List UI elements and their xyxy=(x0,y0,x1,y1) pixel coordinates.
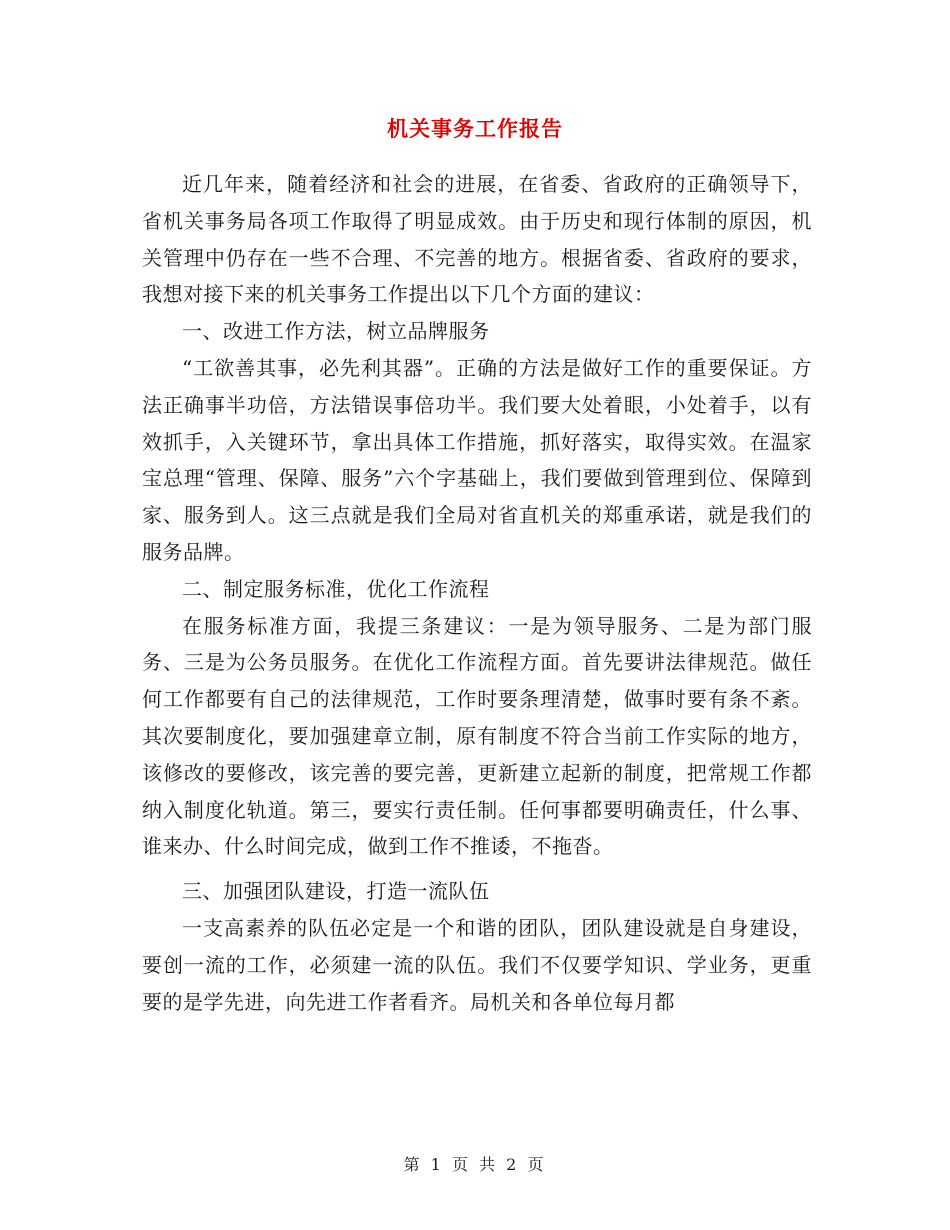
paragraph-intro: 近几年来，随着经济和社会的进展，在省委、省政府的正确领导下，省机关事务局各项工作取得了明显成效。由于历史和现行体制的原因，机关管理中仍存在一些不合理、不完善的地方。根据省委、省政府的要求，我想对接下来的机关事务工作提出以下几个方面的建议： xyxy=(142,172,812,307)
section-heading-1: 一、改进工作方法，树立品牌服务 xyxy=(182,319,490,344)
section-heading-2: 二、制定服务标准，优化工作流程 xyxy=(182,576,490,601)
section-heading-3: 三、加强团队建设，打造一流队伍 xyxy=(182,879,490,904)
document-body xyxy=(142,166,812,1020)
paragraph-section-3: 一支高素养的队伍必定是一个和谐的团队，团队建设就是自身建设，要创一流的工作，必须建一流的队伍。我们不仅要学知识、学业务，更重要的是学先进，向先进工作者看齐。局机关和各单位每月都 xyxy=(142,915,812,1014)
paragraph-section-2: 在服务标准方面，我提三条建议：一是为领导服务、二是为部门服务、三是为公务员服务。在优化工作流程方面。首先要讲法律规范。做任何工作都要有自己的法律规范，工作时要条理清楚，做事时要有条不紊。其次要制度化，要加强建章立制，原有制度不符合当前工作实际的地方，该修改的要修改，该完善的要完善，更新建立起新的制度，把常规工作都纳入制度化轨道。第三，要实行责任制。任何事都要明确责任，什么事、谁来办、什么时间完成，做到工作不推诿，不拖沓。 xyxy=(142,613,812,859)
paragraph-section-1: “工欲善其事，必先利其器”。正确的方法是做好工作的重要保证。方法正确事半功倍，方法错误事倍功半。我们要大处着眼，小处着手，以有效抓手，入关键环节，拿出具体工作措施，抓好落实，取得实效。在温家宝总理“管理、保障、服务”六个字基础上，我们要做到管理到位、保障到家、服务到人。这三点就是我们全局对省直机关的郑重承诺，就是我们的服务品牌。 xyxy=(142,355,812,564)
document-title: 机关事务工作报告 xyxy=(387,116,563,141)
page-number-footer: 第 1 页 共 2 页 xyxy=(403,1155,547,1174)
